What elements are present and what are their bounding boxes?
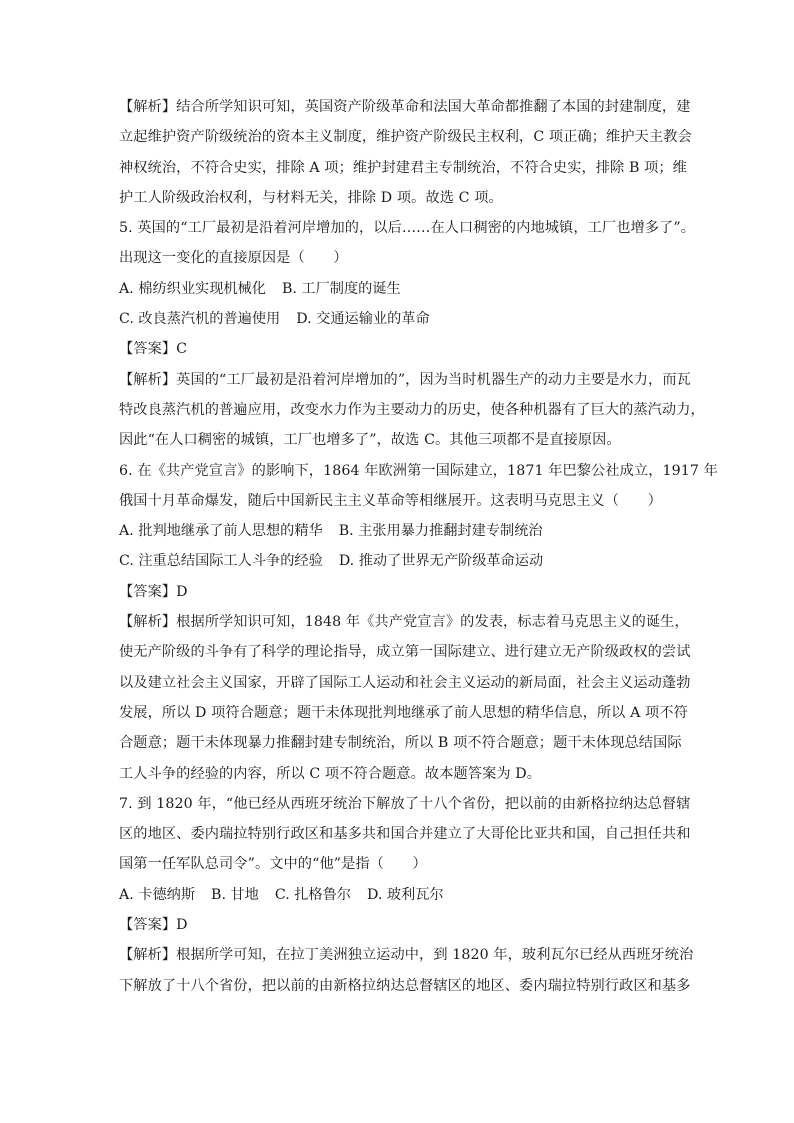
text-line: 【答案】D bbox=[119, 917, 188, 934]
text-line: 【答案】C bbox=[119, 341, 188, 358]
text-line: 出现这一变化的直接原因是（ ） bbox=[119, 250, 348, 267]
text-line: 工人斗争的经验的内容，所以 C 项不符合题意。故本题答案为 D。 bbox=[119, 765, 542, 782]
option-row bbox=[119, 280, 679, 299]
text-line: 6. 在《共产党宣言》的影响下，1864 年欧洲第一国际建立，1871 年巴黎公社成立，1917 年 bbox=[119, 462, 718, 479]
option-row bbox=[119, 552, 679, 571]
text-line: 合题意；题干未体现暴力推翻封建专制统治，所以 B 项不符合题意；题干未体现总结国际 bbox=[119, 735, 682, 752]
text-line: 俄国十月革命爆发，随后中国新民主主义革命等相继展开。这表明马克思主义（ ） bbox=[119, 492, 662, 509]
text-line: 【答案】D bbox=[119, 583, 188, 600]
option-item: C. 扎格鲁尔 bbox=[274, 886, 351, 903]
text-line: 特改良蒸汽机的普遍应用，改变水力作为主要动力的历史，使各种机器有了巨大的蒸汽动力， bbox=[119, 401, 705, 418]
text-line: 发展，所以 D 项符合题意；题干未体现批判地继承了前人思想的精华信息，所以 A 项不符 bbox=[119, 704, 688, 721]
option-row bbox=[119, 522, 679, 541]
text-line: 区的地区、委内瑞拉特别行政区和基多共和国合并建立了大哥伦比亚共和国，自己担任共和 bbox=[119, 826, 691, 843]
text-line: 7. 到 1820 年，“他已经从西班牙统治下解放了十八个省份，把以前的由新格拉纳达总督辖 bbox=[119, 795, 691, 812]
text-line: 【解析】根据所学知识可知，1848 年《共产党宣言》的发表，标志着马克思主义的诞生， bbox=[119, 614, 689, 631]
option-item: C. 注重总结国际工人斗争的经验 bbox=[119, 553, 323, 570]
option-item: A. 棉纺织业实现机械化 bbox=[119, 280, 266, 297]
option-item: D. 玻利瓦尔 bbox=[366, 886, 444, 903]
text-line: 以及建立社会主义国家，开辟了国际工人运动和社会主义运动的新局面，社会主义运动蓬勃 bbox=[119, 674, 691, 691]
option-item: B. 工厂制度的诞生 bbox=[281, 280, 401, 297]
text-line: 【解析】根据所学可知，在拉丁美洲独立运动中，到 1820 年，玻利瓦尔已经从西班牙统治 bbox=[119, 947, 694, 964]
text-line: 【解析】结合所学知识可知，英国资产阶级革命和法国大革命都推翻了本国的封建制度，建 bbox=[119, 99, 691, 115]
option-item: D. 交通运输业的革命 bbox=[296, 311, 430, 328]
text-line: 5. 英国的“工厂最初是沿着河岸增加的，以后……在人口稠密的内地城镇，工厂也增多了”。 bbox=[119, 220, 695, 237]
document-page bbox=[119, 98, 718, 1007]
text-line: 神权统治，不符合史实，排除 A 项；维护封建君主专制统治，不符合史实，排除 B 项；维 bbox=[119, 159, 687, 176]
text-line: 使无产阶级的斗争有了科学的理论指导，成立第一国际建立、进行建立无产阶级政权的尝试 bbox=[119, 644, 691, 661]
option-item: D. 推动了世界无产阶级革命运动 bbox=[338, 553, 544, 570]
option-row bbox=[119, 886, 679, 905]
option-item: B. 主张用暴力推翻封建专制统治 bbox=[338, 523, 543, 540]
text-line: 立起维护资产阶级统治的资本主义制度，维护资产阶级民主权利，C 项正确；维护天主教会 bbox=[119, 129, 692, 146]
text-line: 国第一任军队总司令”。文中的“他”是指（ ） bbox=[119, 856, 427, 873]
text-line: 下解放了十八个省份，把以前的由新格拉纳达总督辖区的地区、委内瑞拉特别行政区和基多 bbox=[119, 977, 691, 994]
text-line: 因此“在人口稠密的城镇，工厂也增多了”，故选 C。其他三项都不是直接原因。 bbox=[119, 432, 621, 449]
text-line: 【解析】英国的“工厂最初是沿着河岸增加的”，因为当时机器生产的动力主要是水力，而瓦 bbox=[119, 371, 691, 388]
option-item: B. 甘地 bbox=[211, 886, 259, 903]
option-item: A. 批判地继承了前人思想的精华 bbox=[119, 523, 323, 540]
option-item: C. 改良蒸汽机的普遍使用 bbox=[119, 311, 281, 328]
text-line: 护工人阶级政治权利，与材料无关，排除 D 项。故选 C 项。 bbox=[119, 189, 503, 206]
option-row bbox=[119, 310, 679, 329]
option-item: A. 卡德纳斯 bbox=[119, 886, 196, 903]
